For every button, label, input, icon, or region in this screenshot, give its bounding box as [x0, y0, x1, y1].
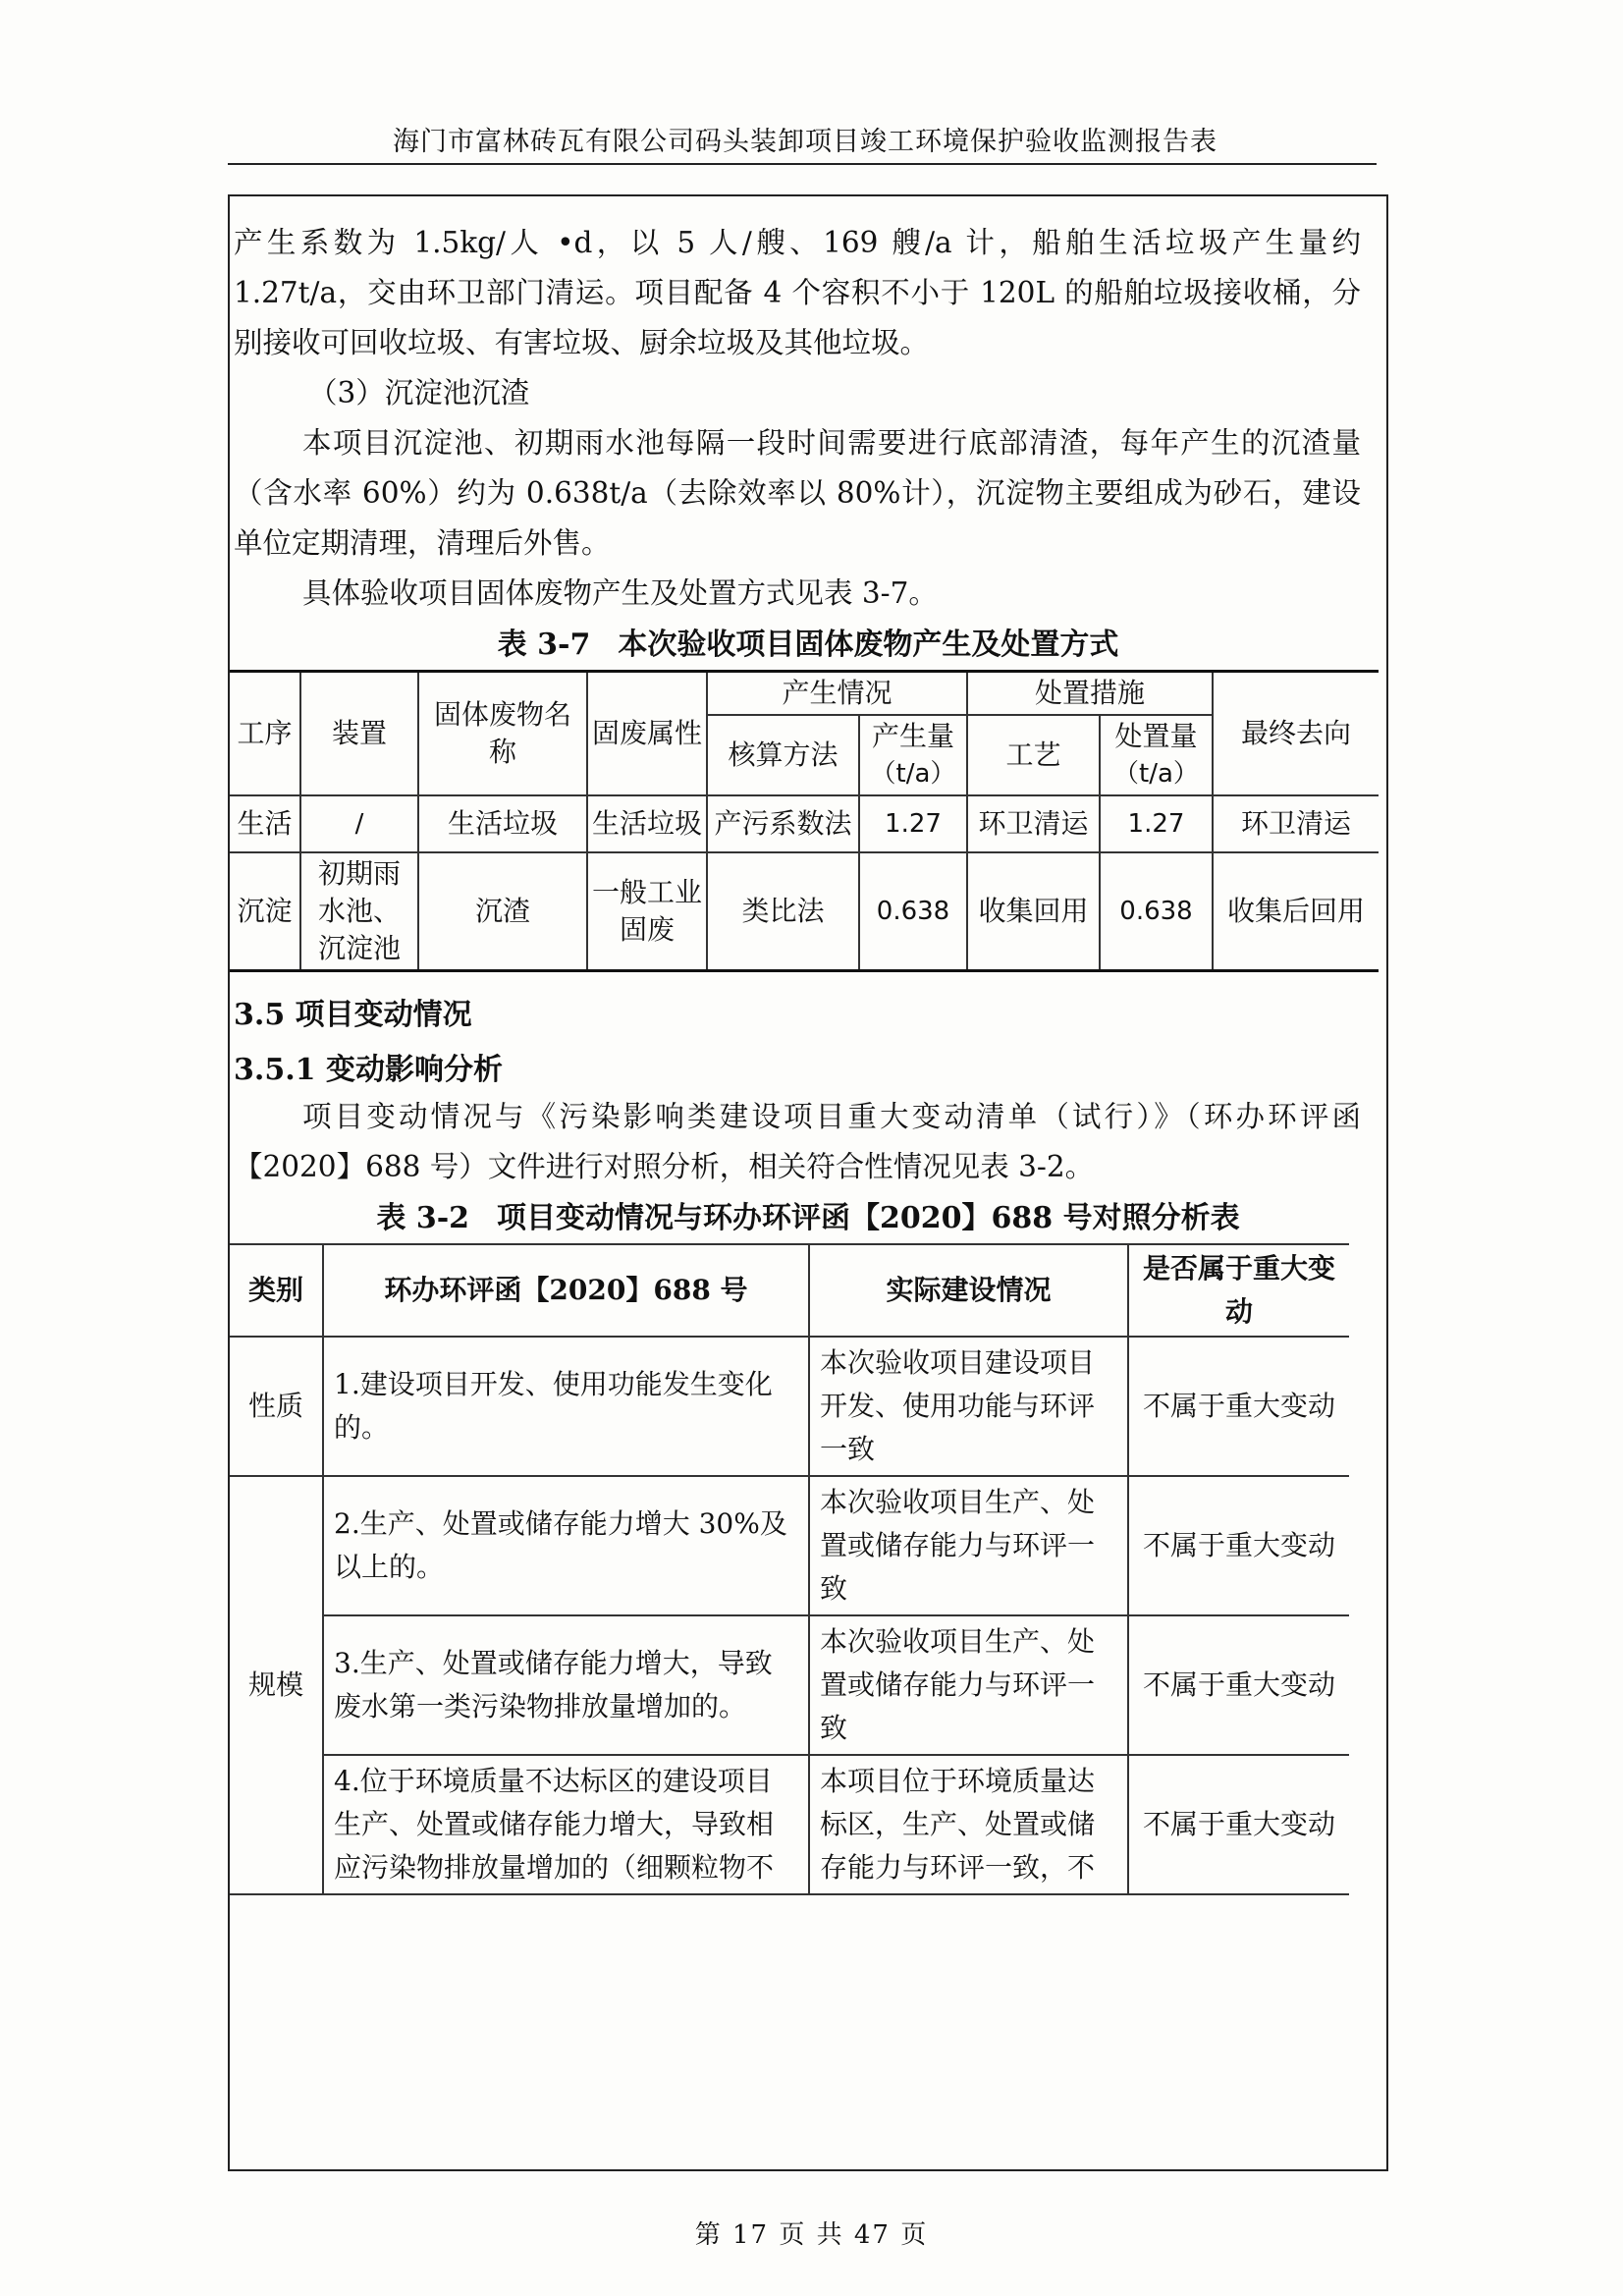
- subsection-heading: 3.5.1 变动影响分析: [234, 1053, 503, 1087]
- cell-process: 生活: [230, 795, 300, 852]
- cell-category: 性质: [230, 1337, 323, 1476]
- cell-major: 不属于重大变动: [1128, 1337, 1349, 1476]
- th-category: 类别: [230, 1244, 323, 1337]
- content-body: [230, 218, 1386, 1895]
- paragraph-garbage: 产生系数为 1.5kg/人 •d，以 5 人/艘、169 艘/a 计，船舶生活垃圾产生量约 1.27t/a，交由环卫部门清运。项目配备 4 个容积不小于 120L 的船舶垃圾接收桶，分别接收可回收垃圾、有害垃圾、厨余垃圾及其他垃圾。: [234, 226, 1361, 359]
- cell-rule: 1.建设项目开发、使用功能发生变化的。: [323, 1337, 809, 1476]
- paragraph-change-analysis: 项目变动情况与《污染影响类建设项目重大变动清单（试行）》（环办环评函【2020】688 号）文件进行对照分析，相关符合性情况见表 3-2。: [234, 1100, 1361, 1183]
- th-waste-name: 固体废物名称: [418, 672, 587, 796]
- table1-caption: [230, 625, 1386, 666]
- paragraph-sediment: 本项目沉淀池、初期雨水池每隔一段时间需要进行底部清渣，每年产生的沉渣量（含水率 60%）约为 0.638t/a（去除效率以 80%计），沉淀物主要组成为砂石，建设单位定期清理，清理后外售。: [234, 426, 1361, 560]
- th-attribute: 固废属性: [587, 672, 707, 796]
- content-frame: [228, 194, 1388, 2171]
- table2-caption: [230, 1198, 1386, 1239]
- header-rule: [228, 163, 1377, 165]
- cell-major: 不属于重大变动: [1128, 1476, 1349, 1615]
- th-produced-amount: [859, 715, 967, 795]
- table1-caption-number: 表 3-7: [497, 628, 591, 662]
- th-disposed-amount: [1100, 715, 1213, 795]
- section-heading: 3.5 项目变动情况: [234, 998, 472, 1032]
- cell-major: 不属于重大变动: [1128, 1615, 1349, 1755]
- page-number: 第 17 页 共 47 页: [694, 2220, 929, 2250]
- th-disposed-label: 处置量: [1114, 720, 1198, 752]
- paragraph-table-ref: 具体验收项目固体废物产生及处置方式见表 3-7。: [302, 576, 938, 610]
- cell-method: 类比法: [707, 852, 859, 971]
- table-row: [230, 852, 1379, 971]
- change-analysis-table: [230, 1243, 1349, 1895]
- table-row: [230, 1755, 1349, 1894]
- th-calc-method: 核算方法: [707, 715, 859, 795]
- cell-category: 规模: [230, 1476, 323, 1894]
- table-row: [230, 1476, 1349, 1615]
- th-rule: 环办环评函【2020】688 号: [323, 1244, 809, 1337]
- page-header: 海门市富林砖瓦有限公司码头装卸项目竣工环境保护验收监测报告表: [393, 127, 1217, 157]
- cell-major: 不属于重大变动: [1128, 1755, 1349, 1894]
- table2-caption-text: 项目变动情况与环办环评函【2020】688 号对照分析表: [497, 1201, 1240, 1235]
- th-produced-label: 产生量: [871, 720, 954, 752]
- table1-caption-text: 本次验收项目固体废物产生及处置方式: [618, 628, 1119, 662]
- cell-destination: 环卫清运: [1213, 795, 1379, 852]
- th-device: 装置: [300, 672, 418, 796]
- cell-rule: 4.位于环境质量不达标区的建设项目生产、处置或储存能力增大，导致相应污染物排放量增加的（细颗粒物不: [323, 1755, 809, 1894]
- cell-craft: 环卫清运: [967, 795, 1100, 852]
- solid-waste-table: [230, 670, 1379, 972]
- cell-attribute: 一般工业固废: [587, 852, 707, 971]
- cell-method: 产污系数法: [707, 795, 859, 852]
- cell-attribute: 生活垃圾: [587, 795, 707, 852]
- th-disposed-unit: （t/a）: [1113, 759, 1199, 789]
- cell-process: 沉淀: [230, 852, 300, 971]
- th-actual: 实际建设情况: [809, 1244, 1128, 1337]
- cell-actual: 本次验收项目生产、处置或储存能力与环评一致: [809, 1476, 1128, 1615]
- cell-waste: 生活垃圾: [418, 795, 587, 852]
- cell-craft: 收集回用: [967, 852, 1100, 971]
- cell-produced: 1.27: [859, 795, 967, 852]
- cell-produced: 0.638: [859, 852, 967, 971]
- subheading-sediment: （3）沉淀池沉渣: [308, 376, 530, 410]
- th-production: 产生情况: [707, 672, 967, 716]
- cell-disposed: 0.638: [1100, 852, 1213, 971]
- cell-actual: 本项目位于环境质量达标区，生产、处置或储存能力与环评一致，不: [809, 1755, 1128, 1894]
- table-row: [230, 1337, 1349, 1476]
- th-produced-unit: （t/a）: [870, 759, 956, 789]
- th-destination: 最终去向: [1213, 672, 1379, 796]
- table-row: [230, 1615, 1349, 1755]
- table-row: [230, 795, 1379, 852]
- cell-actual: 本次验收项目建设项目开发、使用功能与环评一致: [809, 1337, 1128, 1476]
- cell-device: 初期雨水池、沉淀池: [300, 852, 418, 971]
- table2-caption-number: 表 3-2: [376, 1201, 470, 1235]
- cell-actual: 本次验收项目生产、处置或储存能力与环评一致: [809, 1615, 1128, 1755]
- cell-disposed: 1.27: [1100, 795, 1213, 852]
- cell-destination: 收集后回用: [1213, 852, 1379, 971]
- cell-device: /: [300, 795, 418, 852]
- th-major-change: 是否属于重大变动: [1128, 1244, 1349, 1337]
- th-craft: 工艺: [967, 715, 1100, 795]
- cell-rule: 2.生产、处置或储存能力增大 30%及以上的。: [323, 1476, 809, 1615]
- th-disposal: 处置措施: [967, 672, 1213, 716]
- cell-rule: 3.生产、处置或储存能力增大，导致废水第一类污染物排放量增加的。: [323, 1615, 809, 1755]
- cell-waste: 沉渣: [418, 852, 587, 971]
- th-process: 工序: [230, 672, 300, 796]
